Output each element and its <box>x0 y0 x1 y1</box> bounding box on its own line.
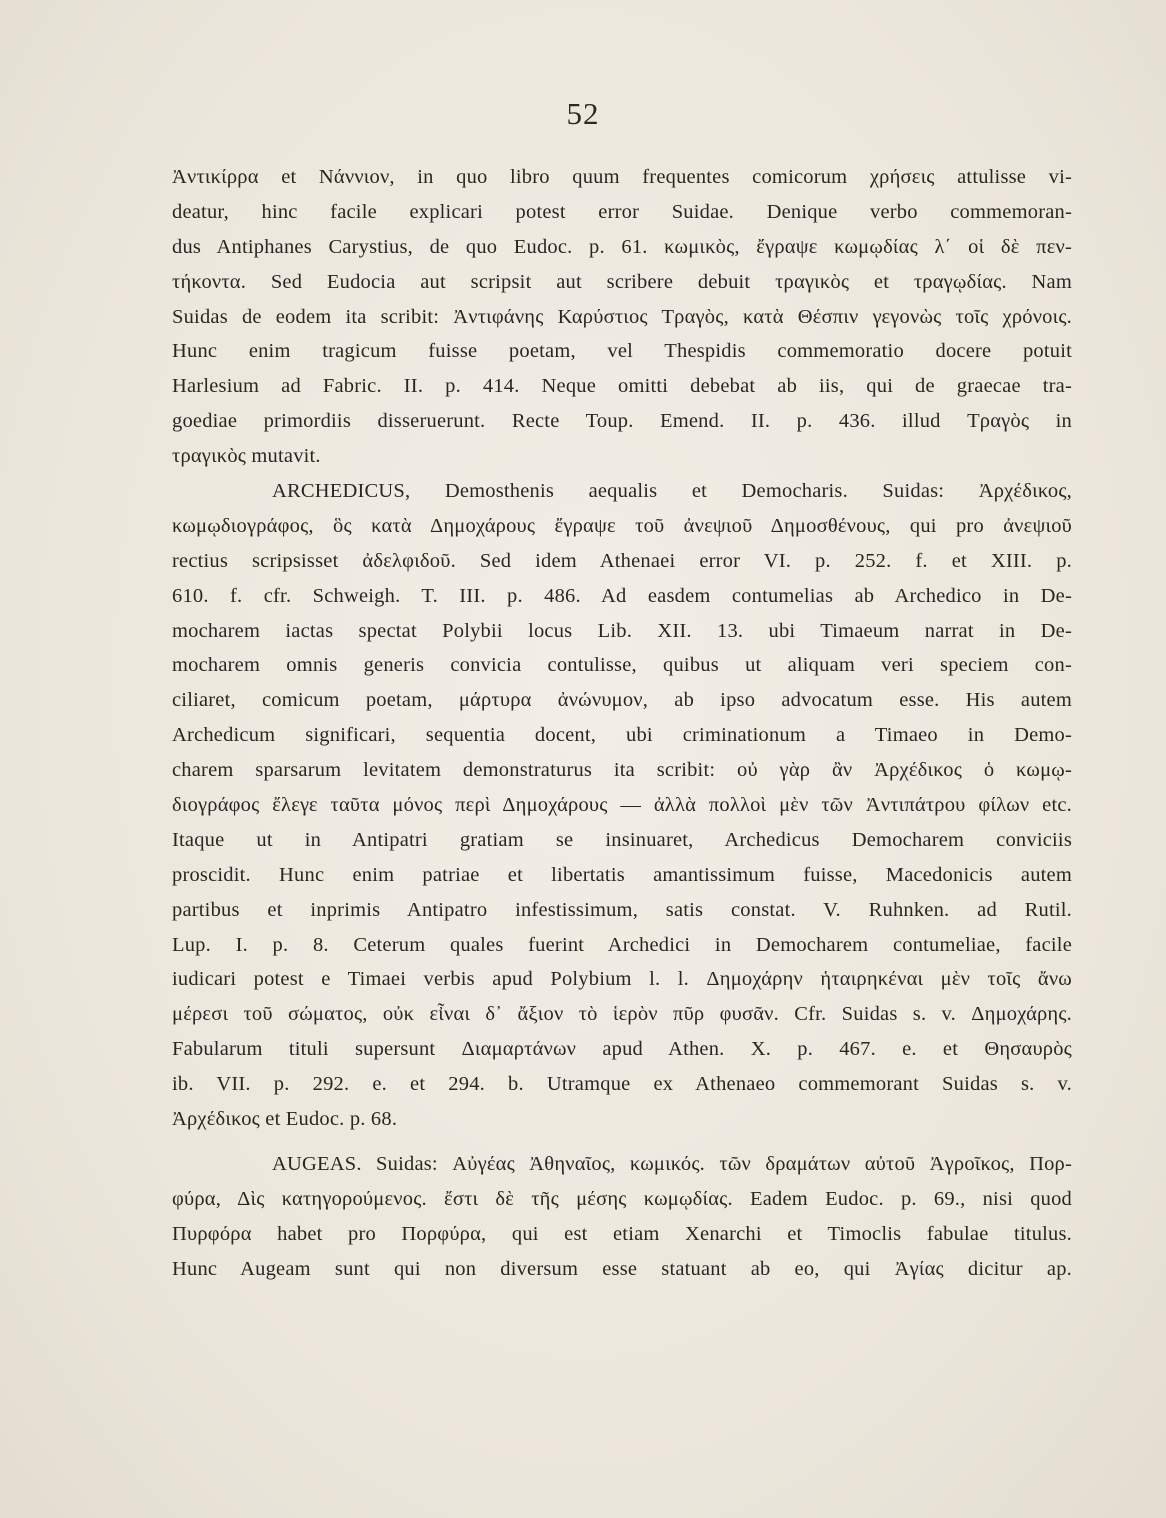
text-line: charem sparsarum levitatem demonstraturus ita scribit: οὐ γὰρ ἂν Ἀρχέδικος ὁ κωμῳ- <box>172 759 1072 782</box>
text-line: ib. VII. p. 292. e. et 294. b. Utramque ex Athenaeo commemorant Suidas s. v. <box>172 1073 1072 1096</box>
text-line: mocharem iactas spectat Polybii locus Lib. XII. 13. ubi Timaeum narrat in De- <box>172 619 1072 642</box>
text-line: Itaque ut in Antipatri gratiam se insinuaret, Archedicus Democharem conviciis <box>172 828 1072 851</box>
text-line: Hunc enim tragicum fuisse poetam, vel Thespidis commemoratio docere potuit <box>172 340 1072 363</box>
page-number: 52 <box>566 96 600 131</box>
text-line: dus Antiphanes Carystius, de quo Eudoc. p. 61. κωμικὸς, ἔγραψε κωμῳδίας λ΄ οἱ δὲ πεν- <box>172 235 1072 258</box>
text-line: Lup. I. p. 8. Ceterum quales fuerint Archedici in Democharem contumeliae, facile <box>172 933 1072 956</box>
text-line: Archedicum significari, sequentia docent, ubi criminationum a Timaeo in Demo- <box>172 724 1072 747</box>
text-line: Ἀντικίρρα et Νάννιον, in quo libro quum frequentes comicorum χρήσεις attulisse vi- <box>172 166 1072 188</box>
text-line: κωμῳδιογράφος, ὃς κατὰ Δημοχάρους ἔγραψε τοῦ ἀνεψιοῦ Δημοσθένους, qui pro ἀνεψιοῦ <box>172 514 1072 537</box>
text-line: mocharem omnis generis convicia contulisse, quibus ut aliquam veri speciem con- <box>172 654 1072 677</box>
text-line: 610. f. cfr. Schweigh. T. III. p. 486. Ad easdem contumelias ab Archedico in De- <box>172 584 1072 607</box>
text-line: τραγικὸς mutavit. <box>172 445 321 468</box>
text-line: ciliaret, comicum poetam, μάρτυρα ἀνώνυμον, ab ipso advocatum esse. His autem <box>172 689 1072 712</box>
text-line: μέρεσι τοῦ σώματος, οὐκ εἶναι δ᾽ ἄξιον τὸ ἱερὸν πῦρ φυσᾶν. Cfr. Suidas s. v. Δημοχάρης. <box>172 1003 1072 1026</box>
text-line: φύρα, Δὶς κατηγορούμενος. ἔστι δὲ τῆς μέσης κωμῳδίας. Eadem Eudoc. p. 69., nisi quod <box>172 1187 1072 1210</box>
paragraph-augeas <box>172 1147 1072 1287</box>
text-line: Fabularum tituli supersunt Διαμαρτάνων apud Athen. X. p. 467. e. et Θησαυρὸς <box>172 1038 1072 1061</box>
text-line: Harlesium ad Fabric. II. p. 414. Neque omitti debebat ab iis, qui de graecae tra- <box>172 375 1072 398</box>
text-line: goediae primordiis disseruerunt. Recte Toup. Emend. II. p. 436. illud Τραγὸς in <box>172 410 1072 433</box>
text-line: partibus et inprimis Antipatro infestissimum, satis constat. V. Ruhnken. ad Rutil. <box>172 898 1072 921</box>
entry-heading-line: ARCHEDICUS, Demosthenis aequalis et Democharis. Suidas: Ἀρχέδικος, <box>272 480 1072 503</box>
text-line: Suidas de eodem ita scribit: Ἀντιφάνης Καρύστιος Τραγὸς, κατὰ Θέσπιν γεγονὼς τοῖς χρόνοις. <box>172 305 1072 328</box>
text-line: Hunc Augeam sunt qui non diversum esse statuant ab eo, qui Ἀγίας dicitur ap. <box>172 1257 1072 1280</box>
text-line: rectius scripsisset ἀδελφιδοῦ. Sed idem Athenaei error VI. p. 252. f. et XIII. p. <box>172 549 1072 572</box>
text-line: deatur, hinc facile explicari potest error Suidae. Denique verbo commemoran- <box>172 200 1072 223</box>
paragraph-archedicus <box>172 474 1072 1137</box>
text-line: iudicari potest e Timaei verbis apud Polybium l. l. Δημοχάρην ἡταιρηκέναι μὲν τοῖς ἄνω <box>172 968 1072 991</box>
text-line: Ἀρχέδικος et Eudoc. p. 68. <box>172 1108 398 1131</box>
paragraph-antiphanes <box>172 160 1072 474</box>
text-line: διογράφος ἔλεγε ταῦτα μόνος περὶ Δημοχάρους — ἀλλὰ πολλοὶ μὲν τῶν Ἀντιπάτρου φίλων etc. <box>172 794 1072 817</box>
body-text <box>172 160 1072 1287</box>
text-line: Πυρφόρα habet pro Πορφύρα, qui est etiam Xenarchi et Timoclis fabulae titulus. <box>172 1222 1072 1245</box>
text-line: τήκοντα. Sed Eudocia aut scripsit aut scribere debuit τραγικὸς et τραγῳδίας. Nam <box>172 270 1072 293</box>
text-line: proscidit. Hunc enim patriae et libertatis amantissimum fuisse, Macedonicis autem <box>172 863 1072 886</box>
entry-heading-line: AUGEAS. Suidas: Αὐγέας Ἀθηναῖος, κωμικός. τῶν δραμάτων αὐτοῦ Ἀγροῖκος, Πορ- <box>272 1152 1072 1175</box>
